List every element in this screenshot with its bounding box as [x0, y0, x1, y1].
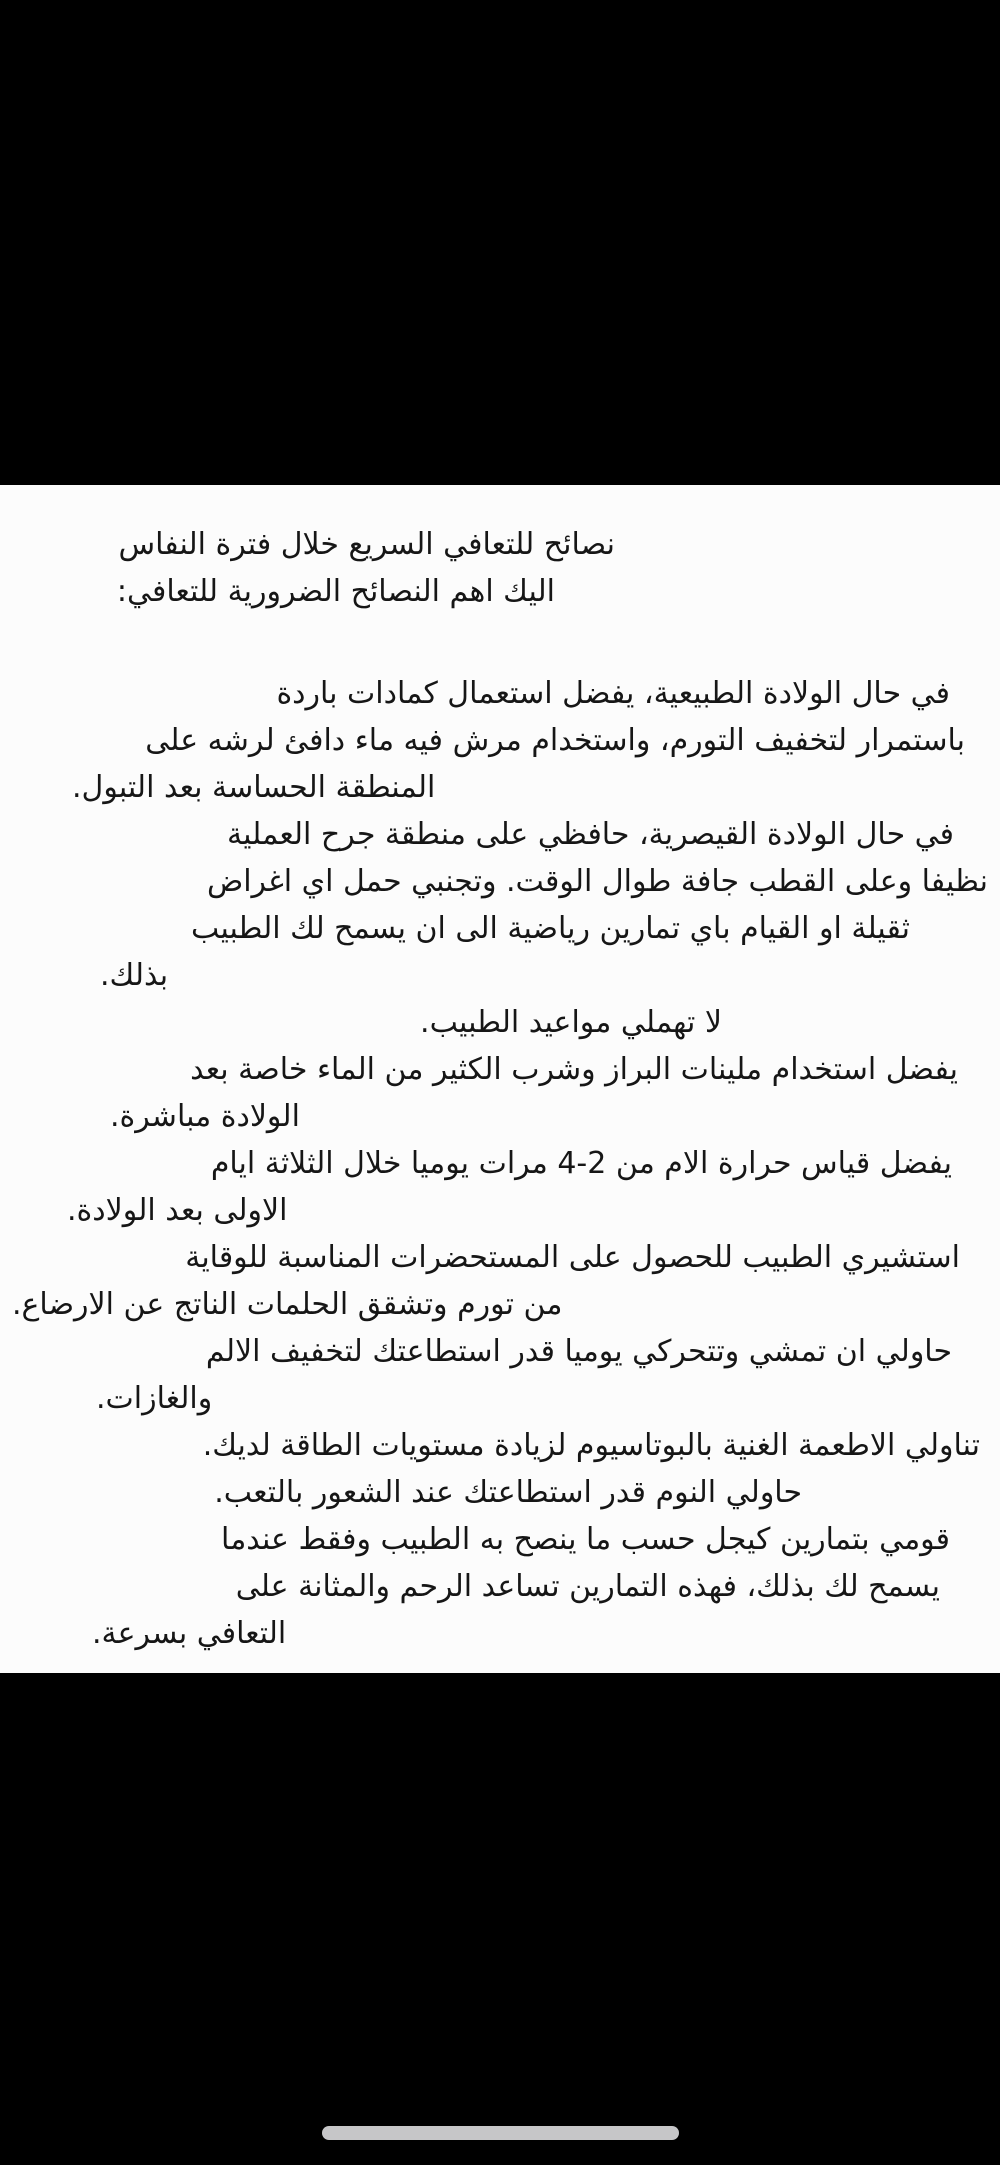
- note-line: يسمح لك بذلك، فهذه التمارين تساعد الرحم والمثانة على: [235, 1569, 940, 1604]
- note-line: نظيفا وعلى القطب جافة طوال الوقت. وتجنبي حمل اي اغراض: [206, 864, 988, 899]
- home-indicator[interactable]: [322, 2126, 679, 2140]
- note-line: استشيري الطبيب للحصول على المستحضرات المناسبة للوقاية: [185, 1240, 960, 1275]
- note-line: الاولى بعد الولادة.: [67, 1193, 288, 1228]
- note-line: حاولي النوم قدر استطاعتك عند الشعور بالتعب.: [214, 1475, 802, 1510]
- note-line: في حال الولادة القيصرية، حافظي على منطقة جرح العملية: [227, 817, 954, 852]
- note-line: من تورم وتشقق الحلمات الناتج عن الارضاع.: [12, 1287, 563, 1322]
- note-line: باستمرار لتخفيف التورم، واستخدام مرش فيه ماء دافئ لرشه على: [145, 723, 965, 758]
- note-line: والغازات.: [96, 1381, 213, 1416]
- note-line: تناولي الاطعمة الغنية بالبوتاسيوم لزيادة مستويات الطاقة لديك.: [202, 1428, 980, 1463]
- note-line: لا تهملي مواعيد الطبيب.: [420, 1005, 722, 1040]
- note-subtitle-line: اليك اهم النصائح الضرورية للتعافي:: [116, 574, 555, 609]
- note-line: يفضل قياس حرارة الام من 2-4 مرات يوميا خلال الثلاثة ايام: [210, 1146, 952, 1181]
- note-line: بذلك.: [100, 958, 169, 993]
- note-line: حاولي ان تمشي وتتحركي يوميا قدر استطاعتك لتخفيف الالم: [205, 1334, 952, 1369]
- note-line: المنطقة الحساسة بعد التبول.: [72, 770, 436, 805]
- note-line: ثقيلة او القيام باي تمارين رياضية الى ان يسمح لك الطبيب: [190, 911, 910, 946]
- note-line: في حال الولادة الطبيعية، يفضل استعمال كمادات باردة: [276, 676, 950, 711]
- note-line: الولادة مباشرة.: [110, 1099, 300, 1134]
- note-title-line: نصائح للتعافي السريع خلال فترة النفاس: [118, 527, 615, 562]
- note-image: [0, 485, 1000, 1673]
- note-line: قومي بتمارين كيجل حسب ما ينصح به الطبيب وفقط عندما: [221, 1522, 950, 1557]
- note-line: التعافي بسرعة.: [92, 1616, 287, 1651]
- note-line: يفضل استخدام ملينات البراز وشرب الكثير من الماء خاصة بعد: [190, 1052, 958, 1087]
